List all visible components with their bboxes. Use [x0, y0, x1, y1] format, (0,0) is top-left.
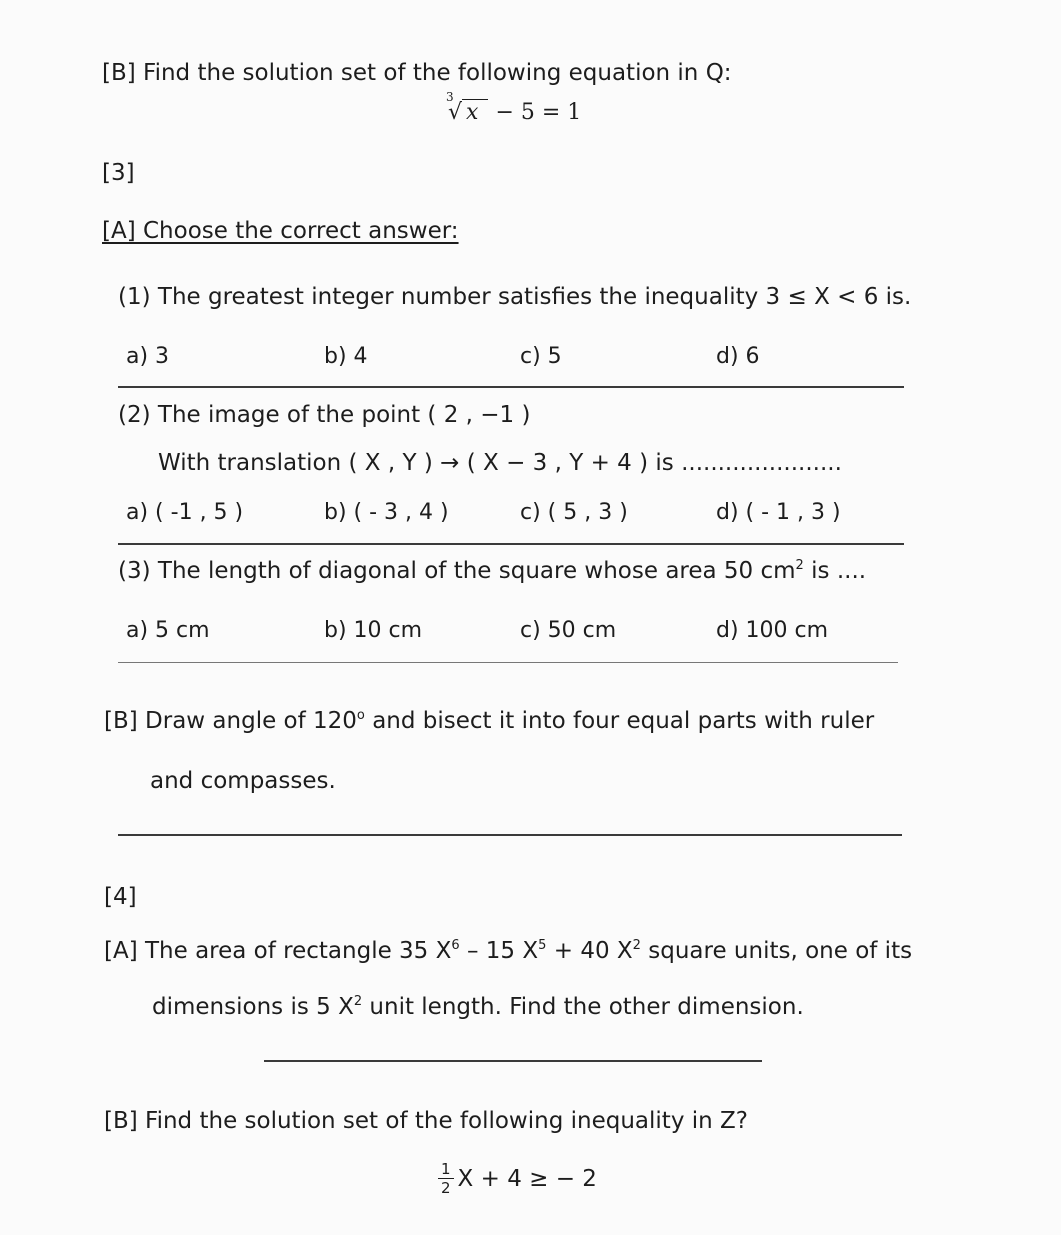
q4a-text: [A] The area of rectangle 35 X: [104, 938, 452, 964]
q4a-text: square units, one of its: [640, 938, 913, 964]
q3b-text: [B] Draw angle of 120: [104, 708, 357, 734]
exponent: 5: [538, 938, 547, 953]
q4a-text: unit length. Find the other dimension.: [362, 994, 804, 1020]
q4b-inequality: [438, 1160, 597, 1197]
q4-number: [4]: [104, 884, 137, 910]
q3a-item2-option-b: b) ( - 3 , 4 ): [324, 500, 449, 525]
q4a-line2: [152, 994, 804, 1020]
q3a-item1-option-b: b) 4: [324, 344, 368, 369]
q3a-item2-option-a: a) ( -1 , 5 ): [126, 500, 244, 525]
equation-rest: − 5 = 1: [495, 100, 582, 125]
q4a-text: + 40 X: [546, 938, 633, 964]
q2b-title: [B] Find the solution set of the following equation in Q:: [102, 60, 732, 86]
divider: [118, 662, 898, 663]
q2b-equation: [446, 90, 582, 125]
q3a-item2-stem2: With translation ( X , Y ) → ( X − 3 , Y + 4 ) is ......................: [158, 450, 842, 476]
fraction-denominator: 2: [441, 1179, 451, 1197]
divider: [118, 386, 904, 388]
q4b-title: [B] Find the solution set of the following inequality in Z?: [104, 1108, 748, 1134]
q3a-item1-stem: (1) The greatest integer number satisfies the inequality 3 ≤ X < 6 is.: [118, 284, 912, 310]
q3b-text-end: and bisect it into four equal parts with ruler: [364, 708, 875, 734]
q3a-item2-option-c: c) ( 5 , 3 ): [520, 500, 628, 525]
exponent: 2: [632, 938, 641, 953]
q4a-line1: [104, 938, 912, 964]
q3a-item3-option-c: c) 50 cm: [520, 618, 617, 643]
cube-root: [446, 90, 488, 125]
q4a-text: dimensions is 5 X: [152, 994, 354, 1020]
exponent: 6: [451, 938, 460, 953]
root-index: 3: [446, 90, 454, 104]
fraction: [438, 1160, 454, 1197]
q3a-item1-option-d: d) 6: [716, 344, 760, 369]
q3a-item3-option-a: a) 5 cm: [126, 618, 210, 643]
degree-sign: o: [356, 708, 365, 723]
divider: [118, 834, 902, 836]
radicand: x: [462, 99, 488, 125]
q3a-item2-option-d: d) ( - 1 , 3 ): [716, 500, 841, 525]
q3a-item3-option-d: d) 100 cm: [716, 618, 829, 643]
divider: [118, 543, 904, 545]
q3b-line1: [104, 708, 874, 734]
exponent: 2: [353, 994, 363, 1009]
q3a-title: [A] Choose the correct answer:: [102, 218, 459, 244]
divider: [264, 1060, 762, 1062]
q3-number: [3]: [102, 160, 135, 186]
stem-text: (3) The length of diagonal of the square whose area 50 cm: [118, 558, 796, 584]
q3a-item3-stem: [118, 558, 866, 584]
q3a-item3-option-b: b) 10 cm: [324, 618, 423, 643]
inequality-rest: X + 4 ≥ − 2: [457, 1165, 597, 1192]
fraction-numerator: 1: [438, 1160, 454, 1179]
q3a-item1-option-a: a) 3: [126, 344, 170, 369]
q4a-text: – 15 X: [459, 938, 539, 964]
q3a-item1-option-c: c) 5: [520, 344, 562, 369]
stem-text-end: is ....: [803, 558, 867, 584]
q3b-line2: and compasses.: [150, 768, 336, 794]
radical-sign-icon: √: [448, 100, 463, 125]
q3a-item2-stem: (2) The image of the point ( 2 , −1 ): [118, 402, 531, 428]
superscript: 2: [795, 558, 804, 573]
